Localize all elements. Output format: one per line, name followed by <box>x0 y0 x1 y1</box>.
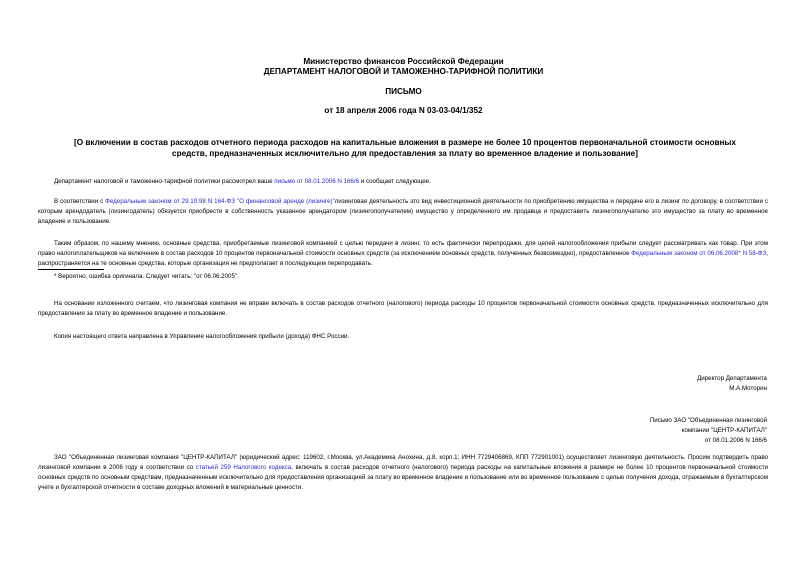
paragraph-conclusion <box>38 239 768 269</box>
reference-line: от 08.01.2006 N 166/6 <box>704 437 767 444</box>
paragraph-text: , распространяется на те основные средства, которые организация не предполагает в последующем перепродавать. <box>38 250 768 267</box>
ministry-name: Министерство финансов Российской Федерации <box>303 57 504 66</box>
link-federal-law-58[interactable]: Федеральным законом от 06.06.2008* N 58-ФЗ <box>631 250 767 257</box>
paragraph-text: , включать в состав расходов отчетного (налогового) периода расходы на капитальные вложения в размере не более 10 процентов первоначальной стоимости основных средств по основным средствам, предназначенным исключительно для предоставления организацией за плату во временное владение и пользование или во временное пользование с целью получения дохода, отражаемым в бухгалтерском учете и бухгалтерской отчетности в составе доходных вложений в материальные ценности. <box>38 464 769 491</box>
document-subject: [О включении в состав расходов отчетного периода расходов на капитальные вложения в размере не более 10 процентов первоначальной стоимости основных средств, предназначенных исключительно для предоставления за плату во временное владение и пользование] <box>74 138 736 158</box>
paragraph-text: лизинговая деятельность это вид инвестиционной деятельности по приобретению имущества и передаче его в лизинг по договору, в соответствии с которым арендодатель (лизингодатель) обязуется приобрести в собственность указанное арендатором (лизингополучателем) имущество у определенного им продавца и предоставить лизингополучателю это имущество за плату во временное владение и пользование. <box>38 198 768 225</box>
footnote: * Вероятно, ошибка оригинала. Следует читать: "от 06.06.2005". <box>54 273 239 280</box>
paragraph-text: и сообщает следующее. <box>359 178 431 185</box>
link-letter[interactable]: письмо от 08.01.2006 N 166/6 <box>274 178 360 185</box>
reference-block <box>650 416 767 446</box>
paragraph-opinion: На основании изложенного считаем, что лизинговая компания не вправе включать в состав расходов отчетного (налогового) периода расходы 10 процентов первоначальной стоимости основных средств, предназначенных исключительно для предоставления за плату во временное владение и пользование. <box>38 300 768 317</box>
document-type: ПИСЬМО <box>385 87 422 96</box>
department-name: ДЕПАРТАМЕНТ НАЛОГОВОЙ И ТАМОЖЕННО-ТАРИФНОЙ ПОЛИТИКИ <box>263 67 544 76</box>
paragraph-text: ЗАО "Объединенная лизинговая компания "ЦЕНТР-КАПИТАЛ" (юридический адрес: 119602, г.Москва, ул.Академика Анохина, д.8, корп.1; ИНН 7729406869, КПП 772901001) осуществляет лизинговую деятельность. Просим подтвердить право лизинговой компании в 2006 году в соответствии со <box>38 454 768 471</box>
reference-line: Письмо ЗАО "Объединенная лизинговой <box>649 417 767 424</box>
paragraph-text: Таким образом, по нашему мнению, основные средства, приобретаемые лизинговой компанией с целью передачи в лизинг, то есть фактически перепродажи, для целей налогообложения прибыли следует рассматривать как товар. При этом право налогоплательщиков на включение в состав расходов 10 процентов первоначальной стоимости основных средств (за исключением основных средств, полученных безвозмездно), предоставленное <box>38 240 768 257</box>
paragraph-law <box>38 197 768 227</box>
link-tax-code-259[interactable]: статьей 259 Налогового кодекса <box>195 464 292 471</box>
footnote-divider <box>38 269 104 270</box>
reference-line: компании "ЦЕНТР-КАПИТАЛ" <box>681 427 767 434</box>
link-federal-law-164[interactable]: Федеральным законом от 29.10.98 N 164-ФЗ "О финансовой аренде (лизинге)" <box>105 198 335 205</box>
paragraph-intro <box>38 177 768 187</box>
paragraph-request <box>38 453 768 493</box>
paragraph-text: В соответствии с <box>54 198 106 205</box>
signature-title: Директор Департамента <box>697 375 767 382</box>
document-date-number: от 18 апреля 2006 года N 03-03-04/1/352 <box>324 106 483 115</box>
paragraph-text: Департамент налоговой и таможенно-тарифной политики рассмотрел ваше <box>54 178 275 185</box>
paragraph-copy: Копия настоящего ответа направлена в Управление налогообложения прибыли (дохода) ФНС России. <box>54 333 350 340</box>
signature-name: М.А.Моторин <box>729 385 767 392</box>
